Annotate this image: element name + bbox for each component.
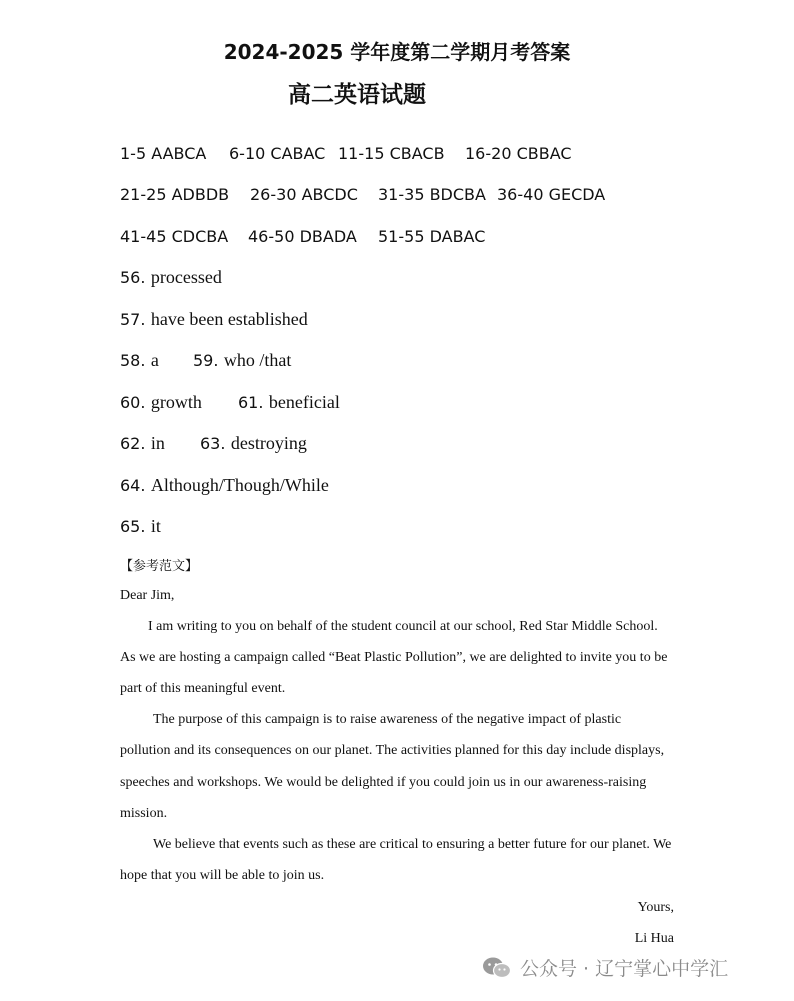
essay-line <box>120 806 680 822</box>
essay-line-text: speeches and workshops. We would be delighted if you could join us in our awareness-raising <box>120 775 647 790</box>
essay-line-text: pollution and its consequences on our planet. The activities planned for this day include displays, <box>120 743 665 758</box>
answer-text: have been established <box>150 309 308 329</box>
essay-line-text: hope that you will be able to join us. <box>120 868 325 883</box>
question-number: 56. <box>120 268 146 287</box>
question-number: 63. <box>200 434 226 453</box>
essay-line-text: The purpose of this campaign is to raise awareness of the negative impact of plastic <box>153 712 622 727</box>
answer-59 <box>193 350 291 371</box>
question-number: 64. <box>120 476 146 495</box>
essay-line-text: part of this meaningful event. <box>120 681 286 696</box>
essay-greeting <box>120 588 680 604</box>
essay-line-text: mission. <box>120 806 168 821</box>
answer-text: processed <box>150 267 222 287</box>
question-number: 58. <box>120 351 146 370</box>
answer-text: growth <box>150 392 202 412</box>
question-number: 59. <box>193 351 219 370</box>
essay-line <box>120 712 680 728</box>
answer-group: 36-40 GECDA <box>497 185 606 204</box>
answer-60 <box>120 392 202 413</box>
essay-line <box>120 775 680 791</box>
essay-line <box>120 868 680 884</box>
page-subtitle: 高二英语试题 <box>288 82 426 108</box>
answer-group: 1-5 AABCA <box>120 144 207 163</box>
essay-line <box>120 837 680 853</box>
answer-group: 41-45 CDCBA <box>120 227 229 246</box>
answer-57 <box>120 309 308 330</box>
answer-group: 31-35 BDCBA <box>378 185 486 204</box>
answer-65 <box>120 516 161 537</box>
answer-group: 6-10 CABAC <box>229 144 326 163</box>
answer-62 <box>120 433 165 454</box>
question-number: 61. <box>238 393 264 412</box>
answer-group: 51-55 DABAC <box>378 227 486 246</box>
answer-group: 26-30 ABCDC <box>250 185 358 204</box>
essay-line-text: As we are hosting a campaign called “Beat Plastic Pollution”, we are delighted to invite you to be <box>120 650 668 665</box>
answer-text: Although/Though/While <box>150 475 329 495</box>
essay-line-text: We believe that events such as these are critical to ensuring a better future for our planet. We <box>153 837 672 852</box>
essay-line <box>120 619 680 635</box>
answer-group: 21-25 ADBDB <box>120 185 230 204</box>
essay-line <box>120 650 680 666</box>
answer-56 <box>120 267 222 288</box>
answer-63 <box>200 433 307 454</box>
page-title: 2024-2025 学年度第二学期月考答案 <box>223 40 571 64</box>
question-number: 57. <box>120 310 146 329</box>
answer-group: 16-20 CBBAC <box>465 144 572 163</box>
watermark-text: 公众号 · 辽宁掌心中学汇 <box>520 958 729 980</box>
answer-58 <box>120 350 159 371</box>
answer-text: it <box>150 516 161 536</box>
essay-closing: Yours, <box>637 900 674 915</box>
essay-heading: 【参考范文】 <box>120 559 199 574</box>
wechat-icon <box>482 956 512 980</box>
question-number: 62. <box>120 434 146 453</box>
answer-text: a <box>150 350 159 370</box>
answer-61 <box>238 392 340 413</box>
question-number: 60. <box>120 393 146 412</box>
answer-text: beneficial <box>268 392 340 412</box>
essay-line-text: I am writing to you on behalf of the student council at our school, Red Star Middle School. <box>148 619 658 634</box>
watermark <box>482 954 728 981</box>
question-number: 65. <box>120 517 146 536</box>
essay-line <box>120 743 680 759</box>
essay-line <box>120 681 680 697</box>
answer-text: in <box>150 433 165 453</box>
answer-group: 11-15 CBACB <box>338 144 445 163</box>
answer-64 <box>120 475 329 496</box>
greeting-text: Dear Jim, <box>120 588 175 603</box>
answer-text: destroying <box>230 433 307 453</box>
answer-text: who /that <box>223 350 292 370</box>
essay-signature: Li Hua <box>634 931 674 946</box>
answer-group: 46-50 DBADA <box>248 227 357 246</box>
